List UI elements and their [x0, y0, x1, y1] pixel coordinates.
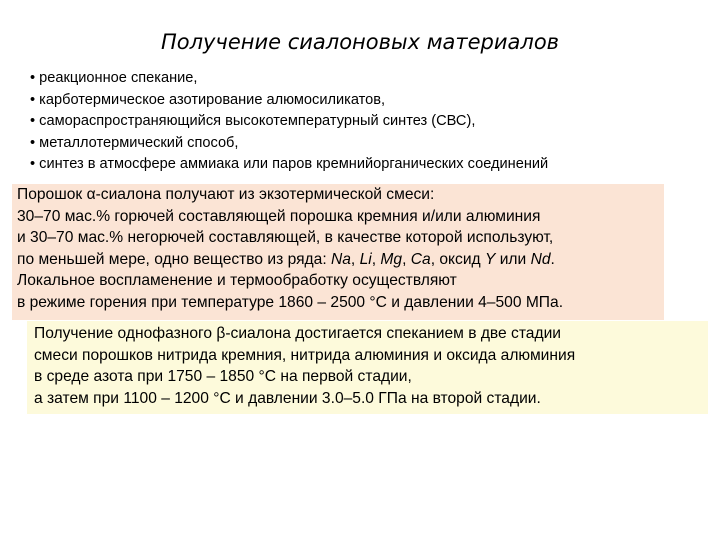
alpha-line-1: Порошок α-сиалона получают из экзотермической смеси:	[17, 186, 435, 203]
methods-list	[30, 68, 548, 176]
beta-line-2: смеси порошков нитрида кремния, нитрида алюминия и оксида алюминия	[34, 346, 576, 364]
beta-line-4: а затем при 1100 – 1200 °С и давлении 3.0–5.0 ГПа на второй стадии.	[34, 389, 541, 407]
element-mg: Mg	[380, 250, 403, 268]
element-nd: Nd	[530, 250, 551, 268]
element-y: Y	[484, 250, 496, 268]
alpha-sialon-block	[12, 184, 664, 320]
beta-sialon-block	[27, 321, 708, 414]
list-item: • карботермическое азотирование алюмосиликатов,	[30, 90, 548, 112]
element-ca: Ca	[410, 250, 431, 268]
alpha-line-5: Локальное воспламенение и термообработку осуществляют	[17, 272, 457, 290]
beta-line-3: в среде азота при 1750 – 1850 °С на первой стадии,	[34, 368, 412, 386]
element-li: Li	[359, 250, 372, 268]
separator: ,	[350, 250, 360, 268]
alpha-line-4-end: .	[550, 250, 555, 268]
separator: ,	[402, 250, 411, 268]
list-item: • реакционное спекание,	[30, 68, 548, 90]
slide-title: Получение сиалоновых материалов	[160, 30, 560, 54]
list-item: • металлотермический способ,	[30, 133, 548, 155]
beta-line-1: Получение однофазного β-сиалона достигается спеканием в две стадии	[34, 325, 562, 342]
separator: ,	[371, 250, 381, 268]
alpha-line-6: в режиме горения при температуре 1860 – 2500 °С и давлении 4–500 МПа.	[17, 293, 564, 311]
alpha-line-4	[16, 249, 664, 271]
alpha-line-4-prefix: по меньшей мере, одно вещество из ряда:	[17, 250, 331, 268]
alpha-line-4-mid: , оксид	[430, 250, 485, 268]
alpha-line-4-or: или	[495, 250, 531, 268]
list-item: • самораспространяющийся высокотемпературный синтез (СВС),	[30, 111, 548, 133]
alpha-line-3: и 30–70 мас.% негорючей составляющей, в качестве которой используют,	[17, 229, 554, 247]
alpha-line-2: 30–70 мас.% горючей составляющей порошка кремния и/или алюминия	[17, 207, 541, 225]
element-na: Na	[330, 250, 351, 268]
list-item: • синтез в атмосфере аммиака или паров кремнийорганических соединений	[30, 154, 548, 176]
